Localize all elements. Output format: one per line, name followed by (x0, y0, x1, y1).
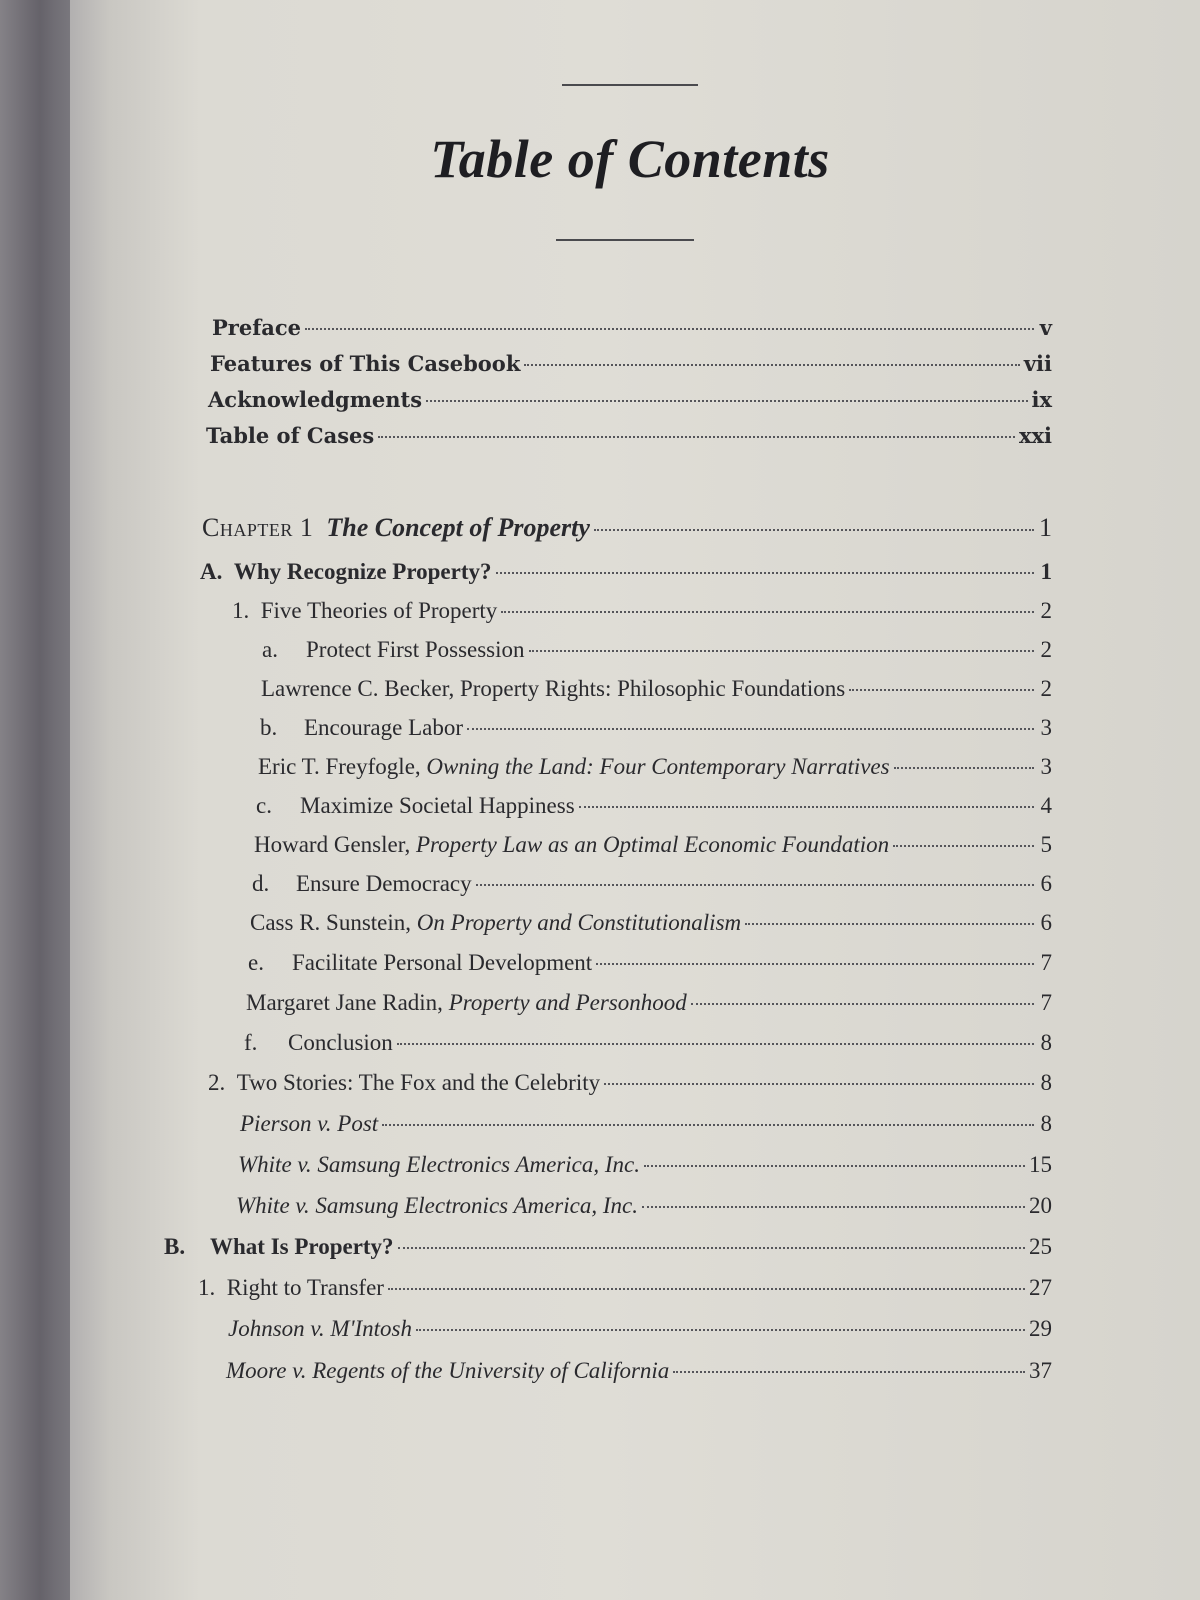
toc-entry-a1f[interactable]: f. Conclusion 8 (244, 1028, 1052, 1058)
toc-entry-gensler[interactable]: Howard Gensler, Property Law as an Optimal Economic Foundation 5 (254, 830, 1052, 860)
page-number: 7 (1040, 950, 1052, 975)
leader-dots (476, 884, 1034, 886)
page-number: 8 (1040, 1030, 1052, 1055)
leader-dots (305, 328, 1034, 330)
leader-dots (416, 1329, 1025, 1331)
page-title: Table of Contents (430, 129, 830, 189)
toc-entry-acknowledgments[interactable]: Acknowledgments ix (208, 385, 1052, 415)
page-number: 8 (1040, 1070, 1052, 1095)
page-number: 2 (1040, 598, 1052, 623)
section-label: Why Recognize Property? (233, 559, 492, 584)
leader-dots (745, 923, 1034, 925)
page-number: 15 (1029, 1152, 1052, 1177)
leader-dots (378, 436, 1015, 438)
leader-dots (382, 1124, 1034, 1126)
toc-entry-case-white-2[interactable]: White v. Samsung Electronics America, Inc. 20 (236, 1191, 1052, 1221)
page-number: 6 (1040, 871, 1052, 896)
page-number: 8 (1040, 1111, 1052, 1136)
leader-dots (893, 845, 1034, 847)
leader-dots (594, 529, 1034, 531)
page-number: 5 (1040, 832, 1052, 857)
page-number: 3 (1040, 715, 1052, 740)
toc-entry-a1d[interactable]: d. Ensure Democracy 6 (252, 869, 1052, 899)
toc-entry-features[interactable]: Features of This Casebook vii (210, 349, 1052, 379)
toc-entry-table-of-cases[interactable]: Table of Cases xxi (206, 421, 1052, 451)
leader-dots (496, 572, 1034, 574)
leader-dots (604, 1083, 1034, 1085)
chapter-title: The Concept of Property (326, 513, 590, 542)
page-number: 29 (1029, 1316, 1052, 1341)
toc-entry-b1[interactable]: 1. Right to Transfer 27 (198, 1273, 1052, 1303)
toc-entry-sunstein[interactable]: Cass R. Sunstein, On Property and Constitutionalism 6 (250, 908, 1052, 938)
page-number: v (1039, 315, 1052, 340)
page-number: 7 (1040, 990, 1052, 1015)
toc-entry-preface[interactable]: Preface v (212, 313, 1052, 343)
section-marker: A. (200, 559, 223, 584)
leader-dots (524, 364, 1019, 366)
leader-dots (642, 1206, 1025, 1208)
page-number: ix (1031, 387, 1052, 412)
toc-entry-case-johnson[interactable]: Johnson v. M'Intosh 29 (228, 1314, 1052, 1344)
page-number: 1 (1039, 513, 1052, 542)
section-label: What Is Property? (210, 1234, 394, 1259)
toc-entry-chapter-1[interactable] (202, 513, 1052, 543)
leader-dots (644, 1165, 1025, 1167)
toc-entry-freyfogle[interactable]: Eric T. Freyfogle, Owning the Land: Four Contemporary Narratives 3 (258, 752, 1052, 782)
leader-dots (673, 1371, 1025, 1373)
page-number: 27 (1029, 1275, 1052, 1300)
page-number: 2 (1040, 637, 1052, 662)
leader-dots (398, 1247, 1025, 1249)
toc-entry-a1c[interactable]: c. Maximize Societal Happiness 4 (256, 791, 1052, 821)
toc-entry-a2[interactable]: 2. Two Stories: The Fox and the Celebrity 8 (208, 1068, 1052, 1098)
toc-entry-section-a[interactable] (200, 557, 1052, 587)
section-marker: B. (164, 1234, 186, 1259)
leader-dots (426, 400, 1027, 402)
page-number: 37 (1029, 1358, 1052, 1383)
leader-dots (501, 611, 1034, 613)
leader-dots (579, 806, 1034, 808)
page-number: 25 (1029, 1234, 1052, 1259)
page-number: 1 (1040, 559, 1052, 584)
toc-entry-becker[interactable]: Lawrence C. Becker, Property Rights: Philosophic Foundations 2 (261, 674, 1052, 704)
page-number: 4 (1040, 793, 1052, 818)
page-number: 3 (1040, 754, 1052, 779)
page-number: 6 (1040, 910, 1052, 935)
leader-dots (397, 1043, 1034, 1045)
toc-entry-case-moore[interactable]: Moore v. Regents of the University of California 37 (226, 1356, 1052, 1386)
toc-entry-a1b[interactable]: b. Encourage Labor 3 (260, 713, 1052, 743)
toc-entry-section-b[interactable] (164, 1232, 1052, 1262)
toc-entry-case-pierson[interactable]: Pierson v. Post 8 (240, 1109, 1052, 1139)
leader-dots (467, 728, 1034, 730)
leader-dots (849, 689, 1034, 691)
toc-entry-radin[interactable]: Margaret Jane Radin, Property and Personhood 7 (246, 988, 1052, 1018)
leader-dots (691, 1003, 1034, 1005)
leader-dots (596, 963, 1034, 965)
toc-entry-a1e[interactable]: e. Facilitate Personal Development 7 (248, 948, 1052, 978)
toc-entry-case-white-1[interactable]: White v. Samsung Electronics America, Inc. 15 (238, 1150, 1052, 1180)
page-number: vii (1023, 351, 1052, 376)
page-number: 20 (1029, 1193, 1052, 1218)
page-number: 2 (1040, 676, 1052, 701)
chapter-number: Chapter 1 (202, 513, 314, 542)
toc-entry-a1[interactable]: 1. Five Theories of Property 2 (232, 596, 1052, 626)
leader-dots (388, 1288, 1025, 1290)
toc-entry-a1a[interactable]: a. Protect First Possession 2 (262, 635, 1052, 665)
leader-dots (894, 767, 1034, 769)
page-number: xxi (1018, 423, 1052, 448)
leader-dots (529, 650, 1034, 652)
